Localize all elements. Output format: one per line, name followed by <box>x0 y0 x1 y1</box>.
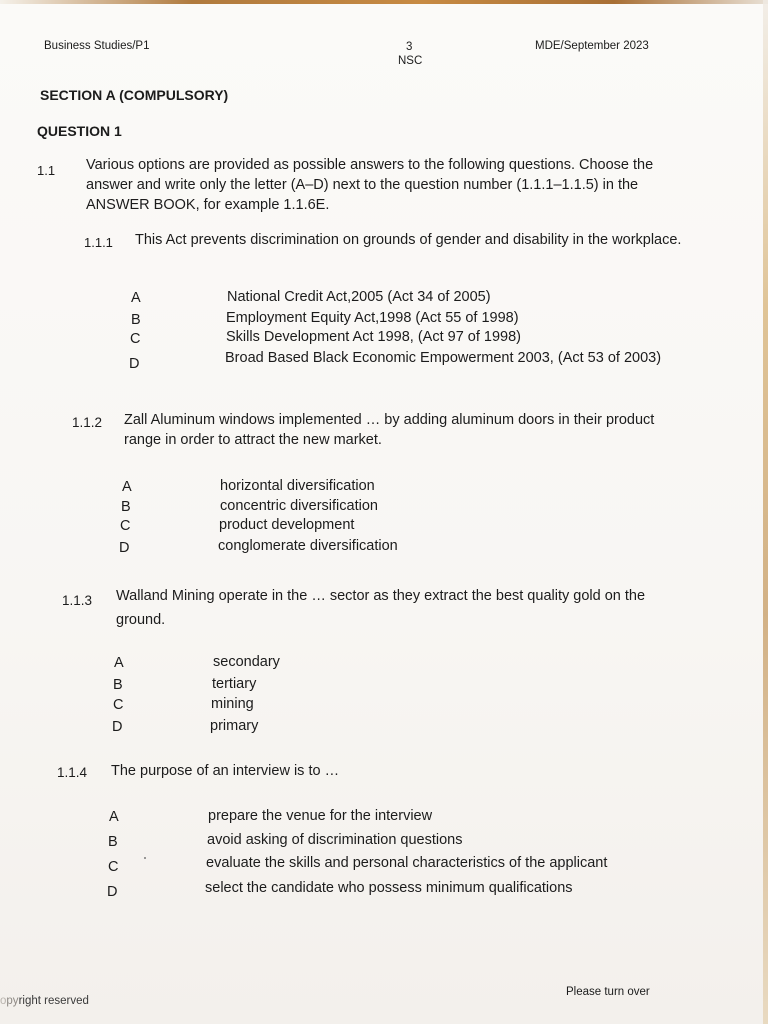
option-text: Employment Equity Act,1998 (Act 55 of 1998) <box>226 310 519 326</box>
question-text: Walland Mining operate in the … sector as they extract the best quality gold on the ground. <box>116 588 646 628</box>
option-text: horizontal diversification <box>220 478 375 494</box>
option-letter: C <box>120 518 131 534</box>
option-letter: B <box>113 677 123 693</box>
paper-right-edge <box>763 0 768 1024</box>
option-letter: B <box>108 834 118 850</box>
option-letter: B <box>131 312 141 328</box>
question-number: 1.1.2 <box>72 415 103 430</box>
option-letter: D <box>119 540 130 556</box>
q1-1-number: 1.1 <box>37 163 56 178</box>
option-letter: C <box>113 697 124 713</box>
section-title: SECTION A (COMPULSORY) <box>40 87 229 103</box>
option-letter: A <box>114 655 124 671</box>
option-text: select the candidate who possess minimum qualifications <box>205 880 573 896</box>
option-letter: A <box>131 290 141 306</box>
option-text: prepare the venue for the interview <box>208 808 433 824</box>
option-text: primary <box>210 718 259 734</box>
option-letter: D <box>129 356 140 372</box>
option-text: mining <box>211 696 254 712</box>
option-text: conglomerate diversification <box>218 538 398 554</box>
option-letter: A <box>122 479 132 495</box>
question-number: 1.1.1 <box>84 235 113 250</box>
option-text: evaluate the skills and personal characteristics of the applicant <box>206 855 608 871</box>
paper-speck <box>144 857 146 859</box>
option-text: concentric diversification <box>220 498 378 514</box>
question-text: Zall Aluminum windows implemented … by adding aluminum doors in their product range in order to attract the new market. <box>124 412 655 448</box>
option-letter: C <box>130 331 141 347</box>
question-text: The purpose of an interview is to … <box>111 763 340 779</box>
question-text: This Act prevents discrimination on grounds of gender and disability in the workplace. <box>135 232 682 248</box>
q1-1-instructions: Various options are provided as possible answers to the following questions. Choose the answer and write only the letter (A–D) next to the question number (1.1.1–1.1.5) in the ANSWER BOOK, for example 1.1.6E. <box>86 157 654 213</box>
option-text: avoid asking of discrimination questions <box>207 832 463 848</box>
option-text: product development <box>219 517 355 533</box>
question-title: QUESTION 1 <box>37 123 122 139</box>
header-date: MDE/September 2023 <box>535 40 649 52</box>
footer-copyright: opyright reserved <box>0 995 89 1007</box>
option-text: tertiary <box>212 676 257 692</box>
footer-turn-over: Please turn over <box>566 986 650 998</box>
paper-top-edge <box>0 0 768 4</box>
header-subject: Business Studies/P1 <box>44 40 150 52</box>
question-number: 1.1.3 <box>62 593 93 608</box>
option-letter: D <box>107 884 118 900</box>
option-text: Broad Based Black Economic Empowerment 2003, (Act 53 of 2003) <box>225 350 662 366</box>
header-nsc: NSC <box>398 55 423 67</box>
question-number: 1.1.4 <box>57 765 88 780</box>
option-letter: A <box>109 809 119 825</box>
option-letter: B <box>121 499 131 515</box>
option-letter: D <box>112 719 123 735</box>
option-text: Skills Development Act 1998, (Act 97 of 1998) <box>226 329 521 345</box>
option-text: National Credit Act,2005 (Act 34 of 2005) <box>227 289 491 305</box>
option-text: secondary <box>213 654 280 670</box>
option-letter: C <box>108 859 119 875</box>
header-page-number: 3 <box>406 41 413 53</box>
